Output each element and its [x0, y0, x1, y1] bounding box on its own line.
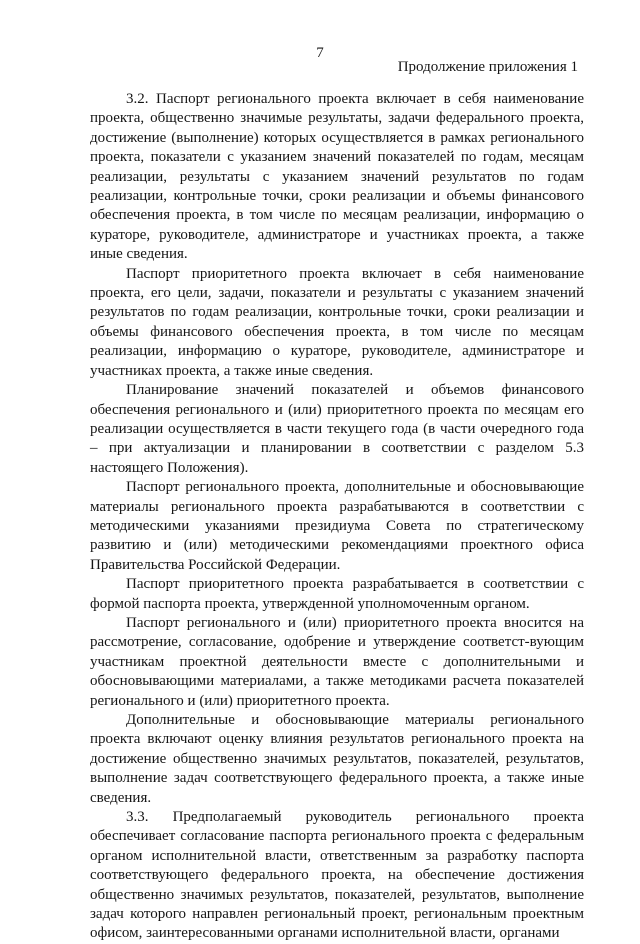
paragraph-submission: Паспорт регионального и (или) приоритетного проекта вносится на рассмотрение, согласование, одобрение и утверждение соответст-вующим участникам проектной деятельности вместе с дополнительными и обосновывающими материалами, а также методиками расчета показателей регионального и (или) приоритетного проекта. [90, 614, 584, 709]
appendix-continuation-label: Продолжение приложения 1 [397, 59, 578, 75]
paragraph-priority-passport: Паспорт приоритетного проекта включает в себя наименование проекта, его цели, задачи, показатели и результаты с указанием значений результатов по годам реализации, контрольные точки, сроки реализации и объемы финансового обеспечения проекта, в том числе по месяцам реализации, информацию о кураторе, руководителе, администраторе и участниках проекта, а также иные сведения. [90, 265, 584, 379]
paragraph-regional-materials: Паспорт регионального проекта, дополнительные и обосновывающие материалы регионального проекта разрабатываются в соответствии с методическими указаниями президиума Совета по стратегическому развитию и (или) методическими рекомендациями проектного офиса Правительства Российской Федерации. [90, 479, 584, 573]
paragraph-planning-values: Планирование значений показателей и объемов финансового обеспечения регионального и (или) приоритетного проекта по месяцам его реализации осуществляется в части текущего года (в части очередного года – при актуализации и планировании в соответствии с разделом 5.3 настоящего Положения). [90, 382, 584, 476]
paragraph-3-3-project-head: 3.3. Предполагаемый руководитель регионального проекта обеспечивает согласование паспорта регионального проекта с федеральным органом исполнительной власти, ответственным за разработку паспорта соответствующего федерального проекта, на обеспечение достижения общественно значимых результатов, показателей, результатов, выполнение задач которого направлен региональный проект, региональным проектным офисом, заинтересованными органами исполнительной власти, органами [90, 809, 584, 942]
paragraph-3-2-regional-passport: 3.2. Паспорт регионального проекта включает в себя наименование проекта, общественно значимые результаты, задачи федерального проекта, достижение (выполнение) которых осуществляется в рамках регионального проекта, показатели с указанием значений показателей по годам, месяцам реализации, результаты с указанием значений результатов по годам реализации, контрольные точки, сроки реализации и объемы финансового обеспечения проекта, в том числе по месяцам реализации, информацию о кураторе, руководителе, администраторе и участниках проекта, а также иные сведения. [90, 91, 584, 263]
document-body [90, 90, 584, 944]
page-number: 7 [316, 45, 324, 61]
paragraph-priority-form: Паспорт приоритетного проекта разрабатывается в соответствии с формой паспорта проекта, утвержденной уполномоченным органом. [90, 576, 584, 612]
paragraph-additional-materials: Дополнительные и обосновывающие материалы регионального проекта включают оценку влияния результатов регионального проекта на достижение общественно значимых результатов, показателей, результатов, выполнение задач соответствующего федерального проекта, а также иные сведения. [90, 712, 584, 806]
